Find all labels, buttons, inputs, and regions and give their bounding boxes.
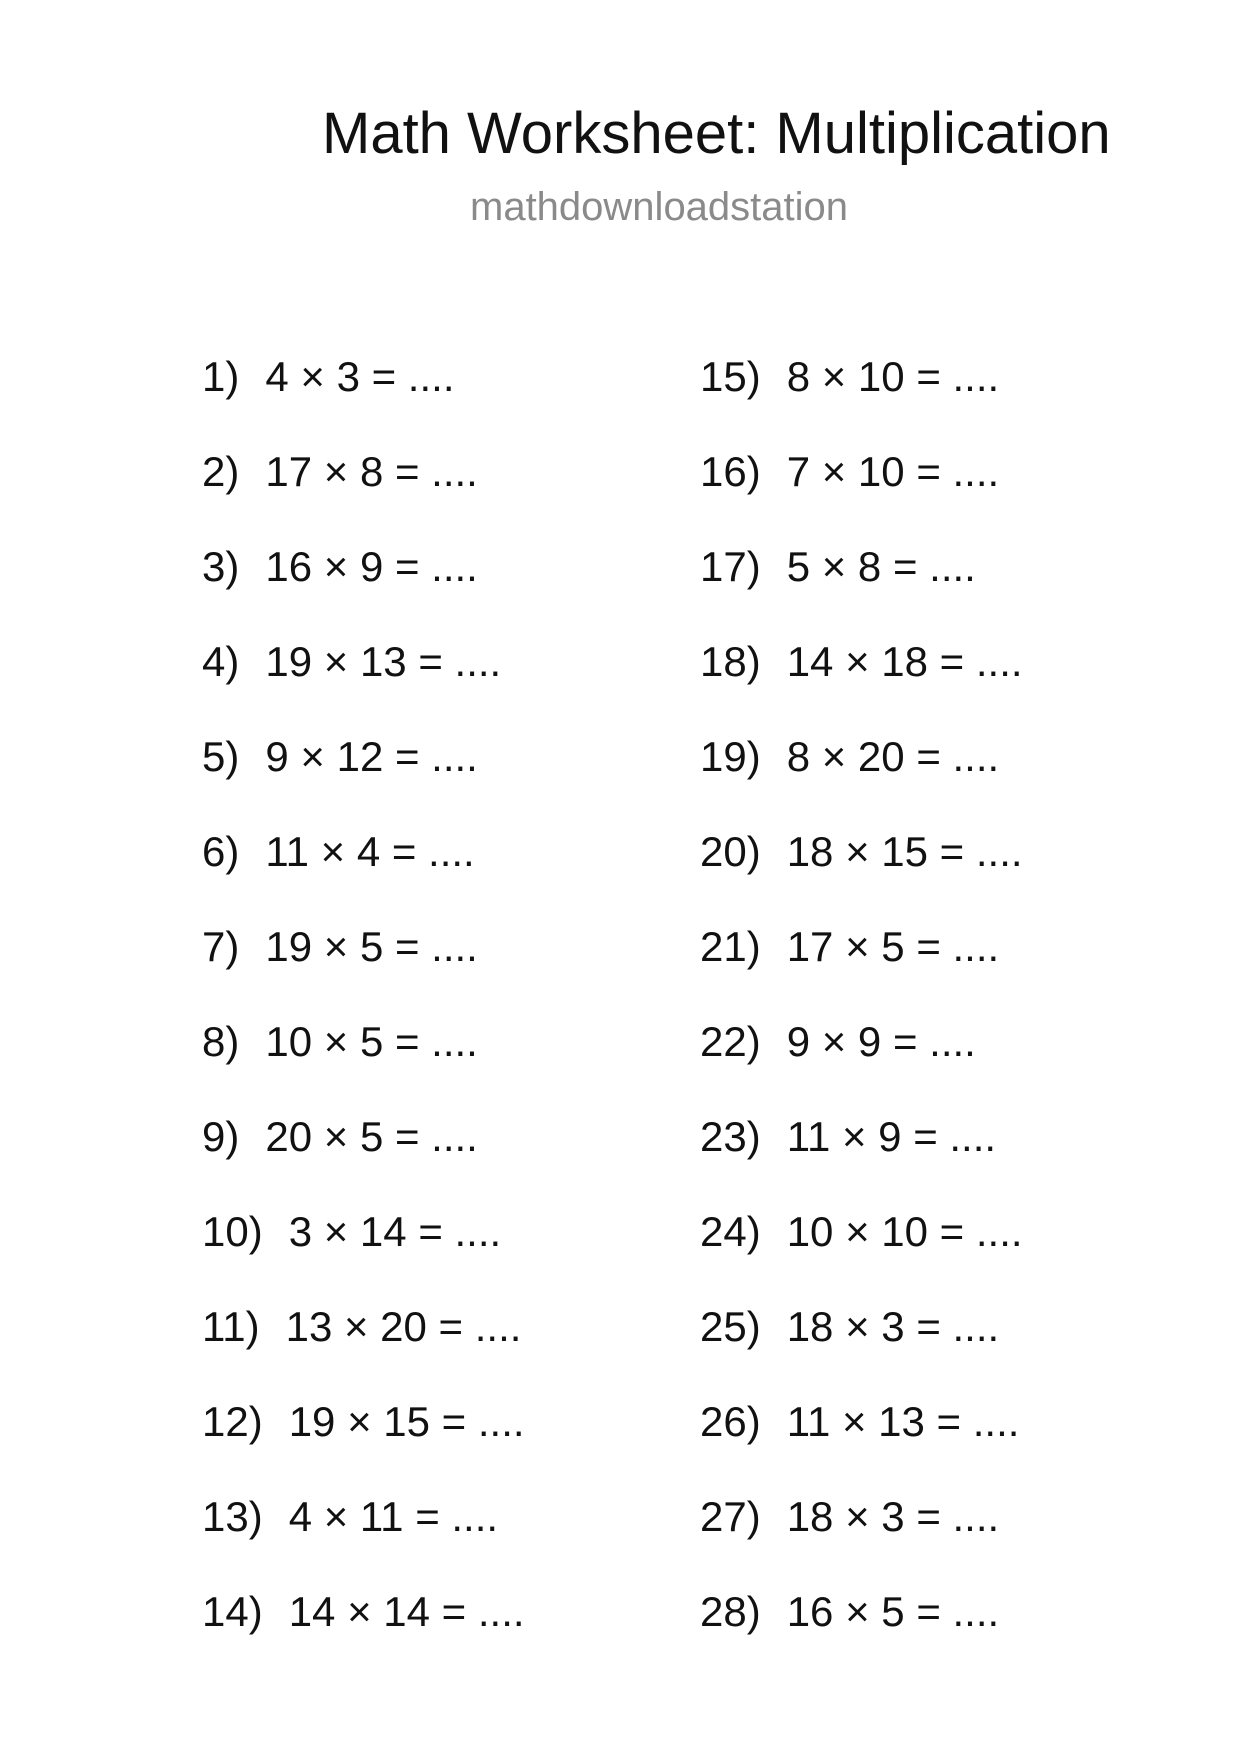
problem-item	[202, 1491, 525, 1586]
problem-expression: 18 × 3 = ....	[786, 1303, 1000, 1350]
problem-expression: 20 × 5 = ....	[265, 1113, 478, 1160]
problem-number: 26)	[700, 1398, 761, 1445]
problem-expression: 11 × 4 = ....	[265, 828, 475, 875]
problem-number: 14)	[202, 1588, 263, 1635]
problem-expression: 4 × 11 = ....	[288, 1493, 499, 1540]
problem-number: 25)	[700, 1303, 761, 1350]
problem-expression: 19 × 13 = ....	[265, 638, 502, 685]
problem-number: 15)	[700, 353, 761, 400]
problem-expression: 14 × 18 = ....	[786, 638, 1023, 685]
problem-number: 23)	[700, 1113, 761, 1160]
problem-expression: 9 × 12 = ....	[265, 733, 478, 780]
problem-number: 20)	[700, 828, 761, 875]
problem-item	[202, 636, 525, 731]
page-title: Math Worksheet: Multiplication	[322, 101, 1111, 166]
problem-item	[202, 1111, 525, 1206]
problem-number: 16)	[700, 448, 761, 495]
problem-expression: 3 × 14 = ....	[288, 1208, 502, 1255]
problem-number: 10)	[202, 1208, 263, 1255]
problem-item	[700, 351, 1023, 446]
problem-expression: 4 × 3 = ....	[265, 353, 455, 400]
problem-expression: 10 × 5 = ....	[265, 1018, 478, 1065]
problem-number: 8)	[202, 1018, 240, 1065]
problem-expression: 11 × 13 = ....	[786, 1398, 1020, 1445]
problem-expression: 8 × 20 = ....	[786, 733, 1000, 780]
problem-number: 1)	[202, 353, 240, 400]
problem-item	[202, 1016, 525, 1111]
problem-item	[202, 1396, 525, 1491]
problem-number: 19)	[700, 733, 761, 780]
problem-item	[202, 731, 525, 826]
problem-expression: 8 × 10 = ....	[786, 353, 1000, 400]
problem-expression: 16 × 9 = ....	[265, 543, 478, 590]
problem-number: 22)	[700, 1018, 761, 1065]
problem-number: 11)	[202, 1303, 260, 1350]
problem-expression: 19 × 15 = ....	[288, 1398, 525, 1445]
problem-item	[700, 1491, 1023, 1586]
problem-number: 9)	[202, 1113, 240, 1160]
problem-expression: 7 × 10 = ....	[786, 448, 1000, 495]
problem-item	[700, 541, 1023, 636]
problem-item	[700, 1396, 1023, 1491]
problem-number: 13)	[202, 1493, 263, 1540]
problem-expression: 16 × 5 = ....	[786, 1588, 1000, 1635]
problem-item	[202, 1206, 525, 1301]
problem-number: 18)	[700, 638, 761, 685]
problem-item	[202, 921, 525, 1016]
problem-number: 12)	[202, 1398, 263, 1445]
problem-expression: 19 × 5 = ....	[265, 923, 478, 970]
problem-expression: 10 × 10 = ....	[786, 1208, 1023, 1255]
problem-item	[202, 1301, 525, 1396]
problem-item	[700, 826, 1023, 921]
problem-expression: 18 × 15 = ....	[786, 828, 1023, 875]
problem-column-right	[700, 351, 1023, 1681]
problem-item	[700, 731, 1023, 826]
problem-number: 28)	[700, 1588, 761, 1635]
problem-expression: 17 × 5 = ....	[786, 923, 1000, 970]
problem-expression: 9 × 9 = ....	[786, 1018, 976, 1065]
problem-item	[700, 1206, 1023, 1301]
problem-expression: 18 × 3 = ....	[786, 1493, 1000, 1540]
problem-item	[700, 446, 1023, 541]
problem-item	[700, 1586, 1023, 1681]
problem-item	[202, 351, 525, 446]
problem-item	[202, 1586, 525, 1681]
problem-expression: 14 × 14 = ....	[288, 1588, 525, 1635]
problem-item	[202, 446, 525, 541]
problem-item	[700, 1111, 1023, 1206]
problem-expression: 17 × 8 = ....	[265, 448, 478, 495]
problem-number: 21)	[700, 923, 761, 970]
page-subtitle: mathdownloadstation	[470, 185, 849, 229]
problem-number: 27)	[700, 1493, 761, 1540]
problem-number: 17)	[700, 543, 761, 590]
problem-item	[700, 636, 1023, 731]
problem-item	[700, 921, 1023, 1016]
problem-number: 4)	[202, 638, 240, 685]
problem-expression: 11 × 9 = ....	[786, 1113, 997, 1160]
problem-number: 6)	[202, 828, 240, 875]
problem-item	[700, 1301, 1023, 1396]
problem-number: 5)	[202, 733, 240, 780]
problem-number: 24)	[700, 1208, 761, 1255]
problem-number: 2)	[202, 448, 240, 495]
problem-expression: 13 × 20 = ....	[285, 1303, 522, 1350]
problem-item	[700, 1016, 1023, 1111]
problem-number: 7)	[202, 923, 240, 970]
problem-item	[202, 826, 525, 921]
problem-column-left	[202, 351, 525, 1681]
problem-number: 3)	[202, 543, 240, 590]
problem-expression: 5 × 8 = ....	[786, 543, 976, 590]
problem-item	[202, 541, 525, 636]
